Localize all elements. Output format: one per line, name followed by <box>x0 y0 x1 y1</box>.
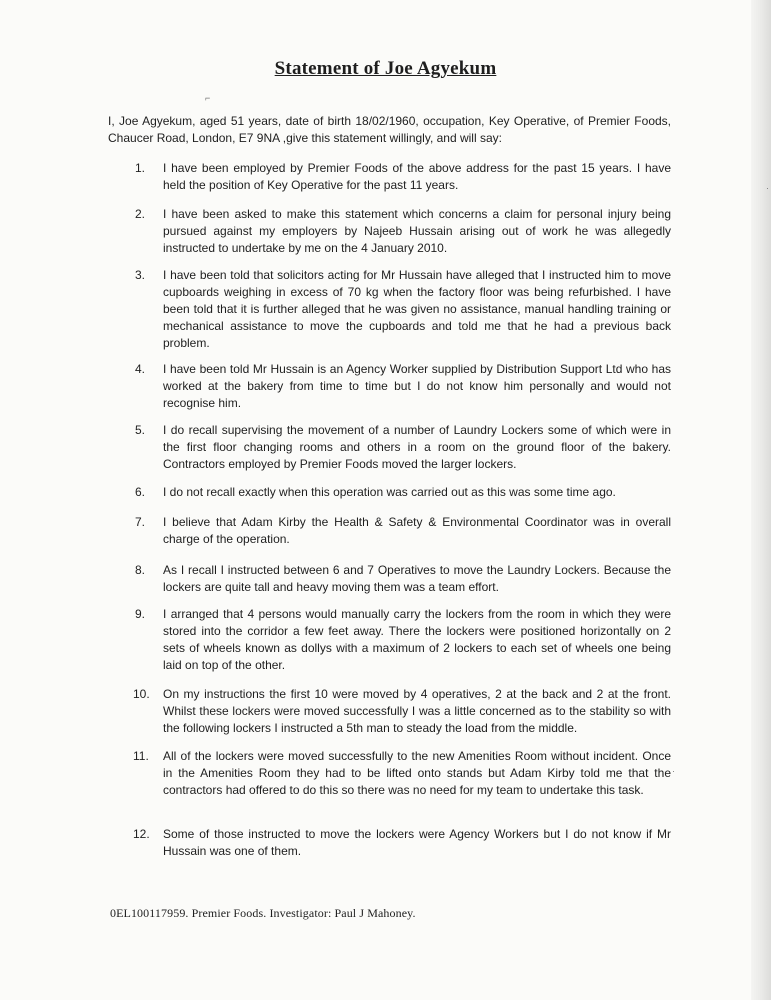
paragraph-number: 3. <box>135 268 146 282</box>
paragraph-number: 10. <box>133 687 150 701</box>
paragraph-text: Some of those instructed to move the lockers were Agency Workers but I do not know if Mr Hussain was one of them. <box>163 827 671 858</box>
paragraph-text: I have been told Mr Hussain is an Agency Worker supplied by Distribution Support Ltd who has worked at the bakery from time to time but I do not know him personally and would not recognise him. <box>163 362 671 410</box>
scan-speck: · <box>766 183 769 193</box>
paragraph-number: 8. <box>135 563 146 577</box>
handwritten-mark: ⌐ <box>205 93 211 103</box>
paragraph-number: 5. <box>135 423 146 437</box>
paragraph-text: I believe that Adam Kirby the Health & Safety & Environmental Coordinator was in overall charge of the operation. <box>163 515 671 546</box>
paragraph-text: As I recall I instructed between 6 and 7 Operatives to move the Laundry Lockers. Because the lockers are quite tall and heavy moving them was a team effort. <box>163 563 671 594</box>
paragraph-text: I do recall supervising the movement of a number of Laundry Lockers some of which were in the first floor changing rooms and others in a room on the ground floor of the bakery. Contractors employed by Premier Foods moved the larger lockers. <box>163 423 671 471</box>
paragraph-text: I do not recall exactly when this operation was carried out as this was some time ago. <box>163 485 616 499</box>
scanned-page-edge <box>751 0 771 1000</box>
paragraph-text: I arranged that 4 persons would manually carry the lockers from the room in which they were stored into the corridor a few feet away. There the lockers were positioned horizontally on 2 sets of wheels known as dollys with a maximum of 2 lockers to each set of wheels one being laid on top of the other. <box>163 607 671 672</box>
scan-speck: · <box>672 766 675 776</box>
paragraph-number: 7. <box>135 515 146 529</box>
paragraph-number: 2. <box>135 207 146 221</box>
paragraph-text: I have been told that solicitors acting for Mr Hussain have alleged that I instructed him to move cupboards weighing in excess of 70 kg when the factory floor was being refurbished. I have been told that it is further alleged that he was given no assistance, manual handling training or mechanical assistance to move the cupboards and told me that he had a previous back problem. <box>163 268 671 350</box>
paragraph-number: 1. <box>135 161 146 175</box>
paragraph-number: 6. <box>135 485 146 499</box>
intro-paragraph: I, Joe Agyekum, aged 51 years, date of birth 18/02/1960, occupation, Key Operative, of Premier Foods, Chaucer Road, London, E7 9NA ,give this statement willingly, and will say: <box>108 114 671 145</box>
paragraph-number: 12. <box>133 827 150 841</box>
case-reference-footer: 0EL100117959. Premier Foods. Investigator: Paul J Mahoney. <box>110 906 416 920</box>
paragraph-text: I have been asked to make this statement which concerns a claim for personal injury being pursued against my employers by Najeeb Hussain arising out of work he was allegedly instructed to undertake by me on the 4 January 2010. <box>163 207 671 255</box>
paragraph-number: 9. <box>135 607 146 621</box>
paragraph-number: 4. <box>135 362 146 376</box>
statement-title: Statement of Joe Agyekum <box>274 58 497 79</box>
paragraph-text: I have been employed by Premier Foods of the above address for the past 15 years. I have held the position of Key Operative for the past 11 years. <box>163 161 671 192</box>
paragraph-text: On my instructions the first 10 were moved by 4 operatives, 2 at the back and 2 at the front. Whilst these lockers were moved successfully I was a little concerned as to the stability so with the following lockers I instructed a 5th man to steady the load from the middle. <box>163 687 671 735</box>
paragraph-number: 11. <box>133 749 149 763</box>
paragraph-text: All of the lockers were moved successfully to the new Amenities Room without incident. Once in the Amenities Room they had to be lifted onto stands but Adam Kirby told me that the contractors had offered to do this so there was no need for my team to undertake this task. <box>163 749 671 797</box>
